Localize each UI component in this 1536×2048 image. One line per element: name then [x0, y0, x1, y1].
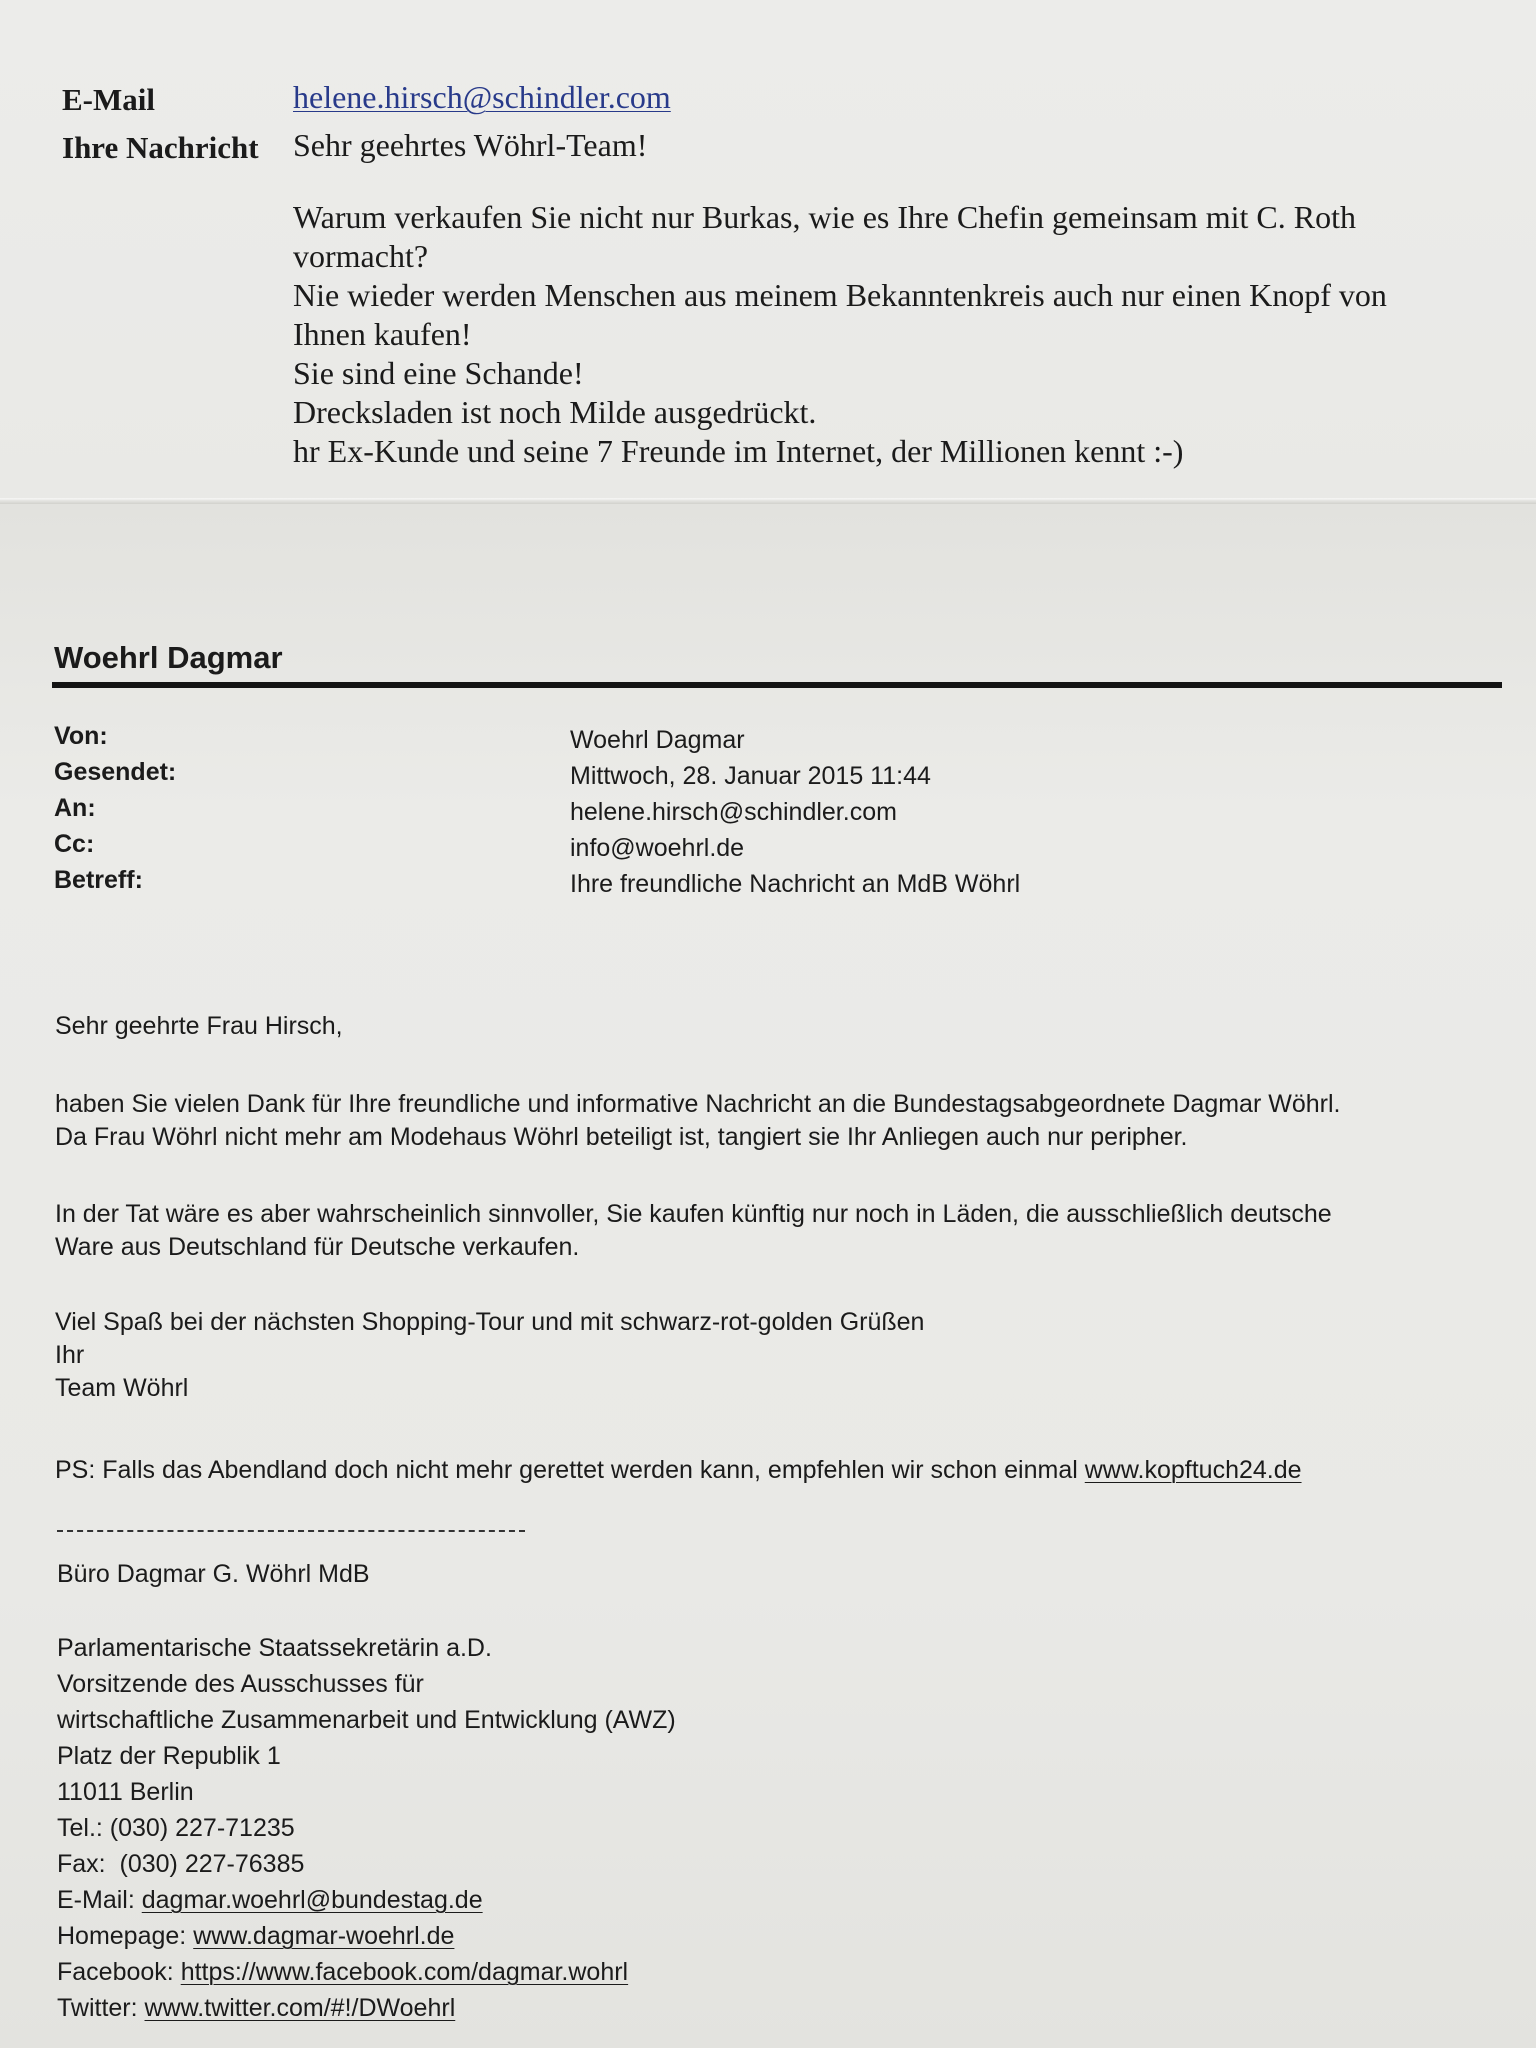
message-line: Nie wieder werden Menschen aus meinem Bekanntenkreis auch nur einen Knopf von	[293, 277, 1387, 313]
header-gesendet-value: Mittwoch, 28. Januar 2015 11:44	[570, 762, 931, 790]
paragraph-line: In der Tat wäre es aber wahrscheinlich sinnvoller, Sie kaufen künftig nur noch in Läden, die ausschließlich deutsche	[55, 1200, 1332, 1228]
signature-twitter-link[interactable]: www.twitter.com/#!/DWoehrl	[144, 1994, 456, 2022]
signature-email-label: E-Mail:	[57, 1886, 142, 1914]
email-link[interactable]: helene.hirsch@schindler.com	[293, 79, 671, 115]
signature-role: wirtschaftliche Zusammenarbeit und Entwicklung (AWZ)	[57, 1706, 676, 1734]
signature-facebook	[57, 1956, 628, 1989]
kopftuch-link[interactable]: www.kopftuch24.de	[1084, 1456, 1302, 1484]
salutation: Sehr geehrte Frau Hirsch,	[55, 1012, 343, 1040]
signature-email-link[interactable]: dagmar.woehrl@bundestag.de	[141, 1886, 483, 1914]
signature-facebook-label: Facebook:	[57, 1958, 181, 1986]
paragraph-line: Ware aus Deutschland für Deutsche verkaufen.	[55, 1233, 580, 1261]
signature-homepage-label: Homepage:	[57, 1922, 194, 1950]
header-von-label: Von:	[54, 722, 108, 750]
signature-divider	[57, 1530, 525, 1532]
paragraph-line: haben Sie vielen Dank für Ihre freundliche und informative Nachricht an die Bundestagsabgeordnete Dagmar Wöhrl.	[55, 1090, 1341, 1118]
header-betreff-label: Betreff:	[54, 866, 143, 894]
message-label: Ihre Nachricht	[62, 130, 259, 165]
closing-line: Team Wöhrl	[55, 1374, 189, 1402]
message-line: Warum verkaufen Sie nicht nur Burkas, wie es Ihre Chefin gemeinsam mit C. Roth	[293, 199, 1356, 235]
closing-line: Ihr	[55, 1341, 85, 1369]
sender-title: Woehrl Dagmar	[54, 640, 283, 675]
postscript-text: PS: Falls das Abendland doch nicht mehr gerettet werden kann, empfehlen wir schon einmal	[55, 1456, 1085, 1484]
signature-street: Platz der Republik 1	[57, 1742, 281, 1770]
message-body	[293, 198, 1473, 471]
message-line: vormacht?	[293, 238, 429, 274]
signature-role: Vorsitzende des Ausschusses für	[57, 1670, 424, 1698]
signature-city: 11011 Berlin	[57, 1778, 194, 1806]
header-cc-value: info@woehrl.de	[570, 834, 745, 862]
closing	[55, 1306, 1495, 1405]
message-greeting: Sehr geehrtes Wöhrl-Team!	[293, 127, 648, 163]
signature-homepage-link[interactable]: www.dagmar-woehrl.de	[193, 1922, 455, 1950]
header-an-value: helene.hirsch@schindler.com	[570, 798, 897, 826]
paragraph-1	[55, 1088, 1495, 1154]
signature-tel: Tel.: (030) 227-71235	[57, 1814, 295, 1842]
signature-email	[57, 1884, 483, 1917]
postscript	[55, 1454, 1495, 1487]
signature-homepage	[57, 1920, 454, 1953]
paper-fold	[0, 498, 1536, 504]
header-von-value: Woehrl Dagmar	[570, 726, 745, 754]
closing-line: Viel Spaß bei der nächsten Shopping-Tour und mit schwarz-rot-golden Grüßen	[55, 1308, 925, 1336]
signature-fax: Fax: (030) 227-76385	[57, 1850, 305, 1878]
header-cc-label: Cc:	[54, 830, 95, 858]
paragraph-line: Da Frau Wöhrl nicht mehr am Modehaus Wöhrl beteiligt ist, tangiert sie Ihr Anliegen auch nur peripher.	[55, 1123, 1188, 1151]
message-line: Ihnen kaufen!	[293, 316, 472, 352]
paragraph-2	[55, 1198, 1495, 1264]
signature-role: Parlamentarische Staatssekretärin a.D.	[57, 1634, 492, 1662]
header-rule	[52, 682, 1502, 688]
signature-twitter	[57, 1992, 455, 2025]
header-betreff-value: Ihre freundliche Nachricht an MdB Wöhrl	[570, 870, 1021, 898]
signature-twitter-label: Twitter:	[57, 1994, 145, 2022]
message-line: Drecksladen ist noch Milde ausgedrückt.	[293, 394, 817, 430]
message-line: hr Ex-Kunde und seine 7 Freunde im Internet, der Millionen kennt :-)	[293, 433, 1184, 469]
header-an-label: An:	[54, 794, 96, 822]
signature-facebook-link[interactable]: https://www.facebook.com/dagmar.wohrl	[180, 1958, 629, 1986]
header-gesendet-label: Gesendet:	[54, 758, 177, 786]
email-label: E-Mail	[62, 82, 155, 117]
signature-office: Büro Dagmar G. Wöhrl MdB	[57, 1560, 370, 1588]
message-line: Sie sind eine Schande!	[293, 355, 584, 391]
